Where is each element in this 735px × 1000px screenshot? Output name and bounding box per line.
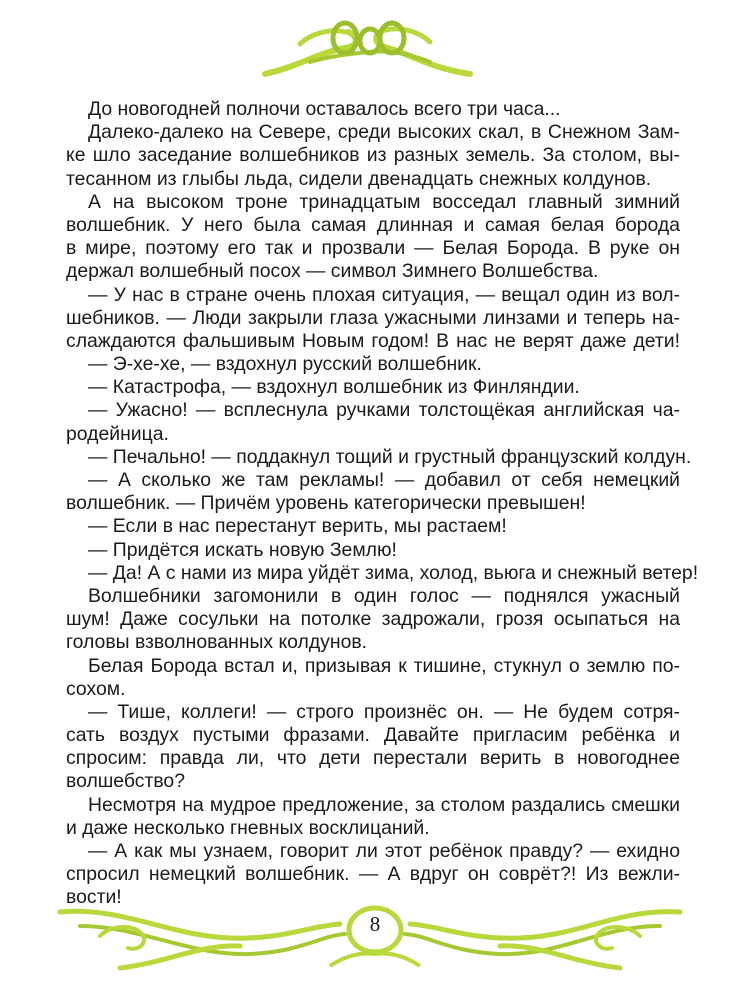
- text-line: — Печально! — поддакнул тощий и грустный французский колдун.: [88, 445, 692, 468]
- text-line: — Э-хе-хе, — вздохнул русский волшебник.: [88, 353, 482, 376]
- text-line: — А сколько же там рекламы! — добавил от себя немецкий: [88, 469, 680, 491]
- text-line: — Если в нас перестанут верить, мы растаем!: [88, 515, 507, 538]
- text-line: волшебник. У него была самая длинная и самая белая борода: [66, 213, 680, 236]
- text-line: спросим: правда ли, что дети перестали верить в новогоднее: [66, 747, 680, 770]
- text-line: сохом.: [66, 677, 126, 700]
- text-line: волшебник. — Причём уровень категорически превышен!: [66, 492, 586, 515]
- text-line: и даже несколько гневных восклицаний.: [66, 816, 430, 839]
- top-ribbon-ornament: [0, 8, 735, 80]
- text-line: — У нас в стране очень плохая ситуация, — вещал один из вол-: [88, 283, 680, 306]
- text-line: А на высоком троне тринадцатым восседал главный зимний: [88, 190, 680, 213]
- story-text: [66, 98, 699, 910]
- text-line: шебников. — Люди закрыли глаза ужасными линзами и теперь на-: [66, 306, 680, 329]
- text-line: сать воздух пустыми фразами. Давайте пригласим ребёнка и: [66, 724, 680, 747]
- text-line: ке шло заседание волшебников из разных земель. За столом, вы-: [66, 144, 680, 167]
- bottom-ribbon-ornament: [0, 896, 735, 986]
- text-line: — Катастрофа, — вздохнул волшебник из Финляндии.: [88, 376, 580, 399]
- text-line: Белая Борода встал и, призывая к тишине, стукнул о землю по-: [88, 654, 680, 677]
- text-line: — Придётся искать новую Землю!: [88, 538, 397, 561]
- text-line: вости!: [66, 886, 122, 909]
- text-line: — А как мы узнаем, говорит ли этот ребёнок правду? — ехидно: [88, 840, 680, 862]
- text-line: Несмотря на мудрое предложение, за столом раздались смешки: [88, 793, 680, 816]
- text-line: держал волшебный посох — символ Зимнего Волшебства.: [66, 260, 599, 283]
- text-line: — Тише, коллеги! — строго произнёс он. — Не будем сотря-: [88, 700, 680, 723]
- text-line: в мире, поэтому его так и прозвали — Белая Борода. В руке он: [66, 237, 680, 260]
- text-line: — Да! А с нами из мира уйдёт зима, холод, вьюга и снежный ветер!: [88, 561, 699, 584]
- text-line: спросил немецкий волшебник. — А вдруг он соврёт?! Из вежли-: [66, 863, 680, 886]
- text-line: Далеко-далеко на Севере, среди высоких скал, в Снежном Зам-: [88, 121, 680, 144]
- text-line: — Ужасно! — всплеснула ручками толстощёкая английская ча-: [88, 399, 680, 422]
- text-line: шум! Даже сосульки на потолке задрожали, грозя осыпаться на: [66, 608, 680, 631]
- text-line: До новогодней полночи оставалось всего три часа...: [88, 98, 561, 120]
- text-line: слаждаются фальшивым Новым годом! В нас не верят даже дети!: [66, 329, 680, 352]
- text-line: тесанном из глыбы льда, сидели двенадцать снежных колдунов.: [66, 167, 652, 190]
- text-line: Волшебники загомонили в один голос — поднялся ужасный: [88, 584, 680, 607]
- text-line: волшебство?: [66, 770, 185, 793]
- page-number: 8: [369, 912, 381, 936]
- text-line: родейница.: [66, 422, 169, 445]
- text-line: головы взволнованных колдунов.: [66, 631, 368, 654]
